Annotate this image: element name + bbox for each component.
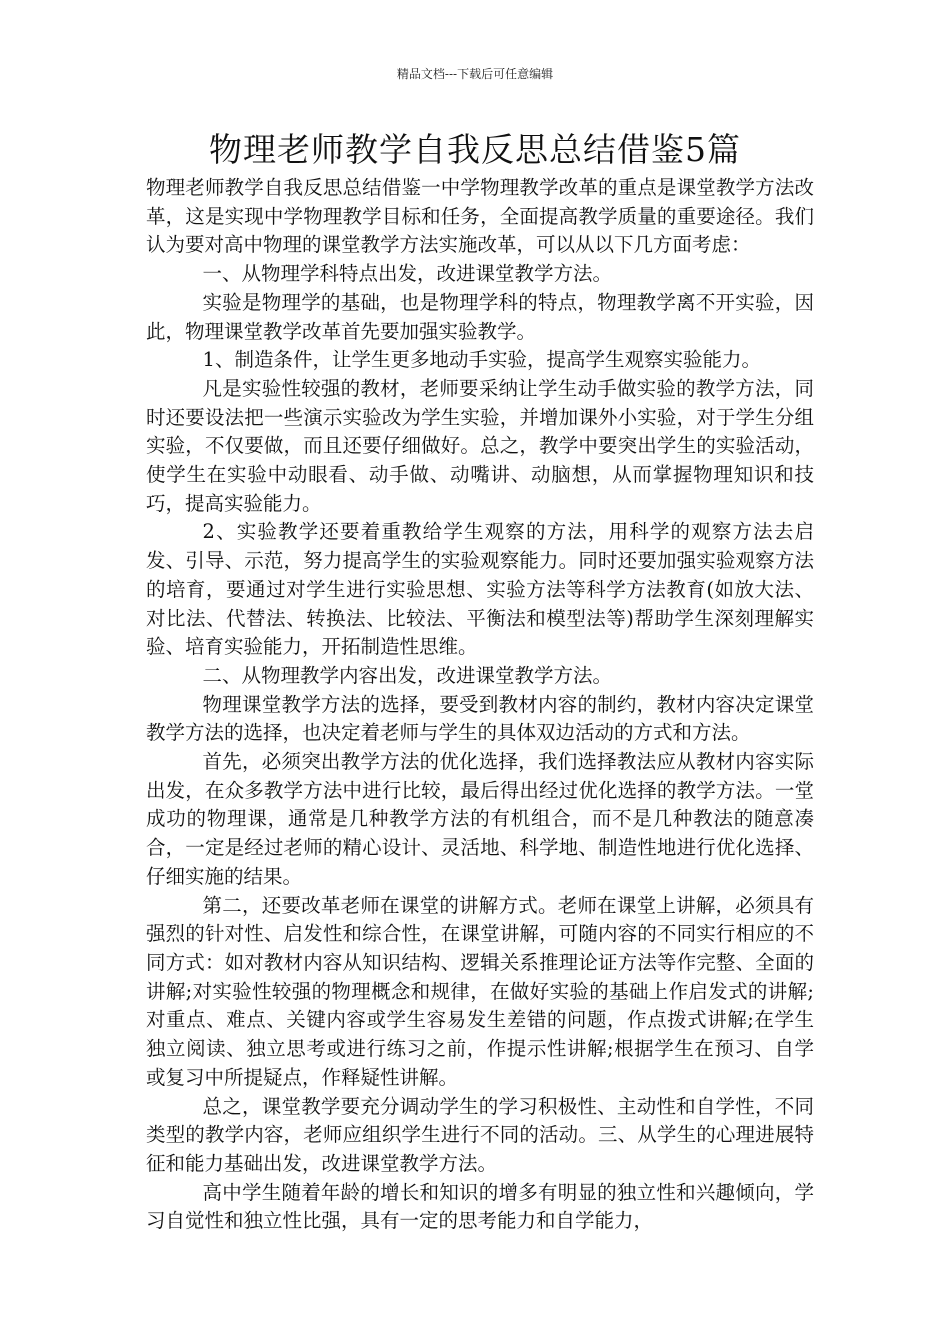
document-body [146,174,814,1236]
paragraph: 首先，必须突出教学方法的优化选择，我们选择教法应从教材内容实际出发，在众多教学方法中进行比较，最后得出经过优化选择的教学方法。一堂成功的物理课，通常是几种教学方法的有机组合，而不是几种教法的随意凑合，一定是经过老师的精心设计、灵活地、科学地、制造性地进行优化选择、仔细实施的结果。 [146,750,814,888]
paragraph: 实验是物理学的基础，也是物理学科的特点，物理教学离不开实验，因此，物理课堂教学改革首先要加强实验教学。 [146,290,814,343]
subsection-heading: 1、制造条件，让学生更多地动手实验，提高学生观察实验能力。 [202,348,761,372]
paragraph: 总之，课堂教学要充分调动学生的学习积极性、主动性和自学性，不同类型的教学内容，老师应组织学生进行不同的活动。三、从学生的心理进展特征和能力基础出发，改进课堂教学方法。 [146,1094,814,1175]
paragraph: 第二，还要改革老师在课堂的讲解方式。老师在课堂上讲解，必须具有强烈的针对性、启发性和综合性，在课堂讲解，可随内容的不同实行相应的不同方式：如对教材内容从知识结构、逻辑关系推理论证方法等作完整、全面的讲解;对实验性较强的物理概念和规律，在做好实验的基础上作启发式的讲解;对重点、难点、关键内容或学生容易发生差错的问题，作点拨式讲解;在学生独立阅读、独立思考或进行练习之前，作提示性讲解;根据学生在预习、自学或复习中所提疑点，作释疑性讲解。 [146,893,814,1089]
section-heading: 一、从物理学科特点出发，改进课堂教学方法。 [202,262,613,286]
paragraph: 物理老师教学自我反思总结借鉴一中学物理教学改革的重点是课堂教学方法改革，这是实现中学物理教学目标和任务，全面提高教学质量的重要途径。我们认为要对高中物理的课堂教学方法实施改革，可以从以下几方面考虑： [146,176,814,257]
paragraph: 凡是实验性较强的教材，老师要采纳让学生动手做实验的教学方法，同时还要设法把一些演示实验改为学生实验，并增加课外小实验，对于学生分组实验，不仅要做，而且还要仔细做好。总之，教学中要突出学生的实验活动，使学生在实验中动眼看、动手做、动嘴讲、动脑想，从而掌握物理知识和技巧，提高实验能力。 [146,376,814,515]
paragraph: 物理课堂教学方法的选择，要受到教材内容的制约，教材内容决定课堂教学方法的选择，也决定着老师与学生的具体双边活动的方式和方法。 [146,692,814,745]
section-heading: 二、从物理教学内容出发，改进课堂教学方法。 [202,663,613,687]
page-header: 精品文档---下载后可任意编辑 [396,67,554,81]
document-title: 物理老师教学自我反思总结借鉴5篇 [209,130,741,169]
paragraph: 高中学生随着年龄的增长和知识的增多有明显的独立性和兴趣倾向，学习自觉性和独立性比强，具有一定的思考能力和自学能力， [146,1180,814,1233]
paragraph: 2、实验教学还要着重教给学生观察的方法，用科学的观察方法去启发、引导、示范，努力提高学生的实验观察能力。同时还要加强实验观察方法的培育，要通过对学生进行实验思想、实验方法等科学方法教育(如放大法、对比法、代替法、转换法、比较法、平衡法和模型法等)帮助学生深刻理解实验、培育实验能力，开拓制造性思维。 [146,520,814,659]
